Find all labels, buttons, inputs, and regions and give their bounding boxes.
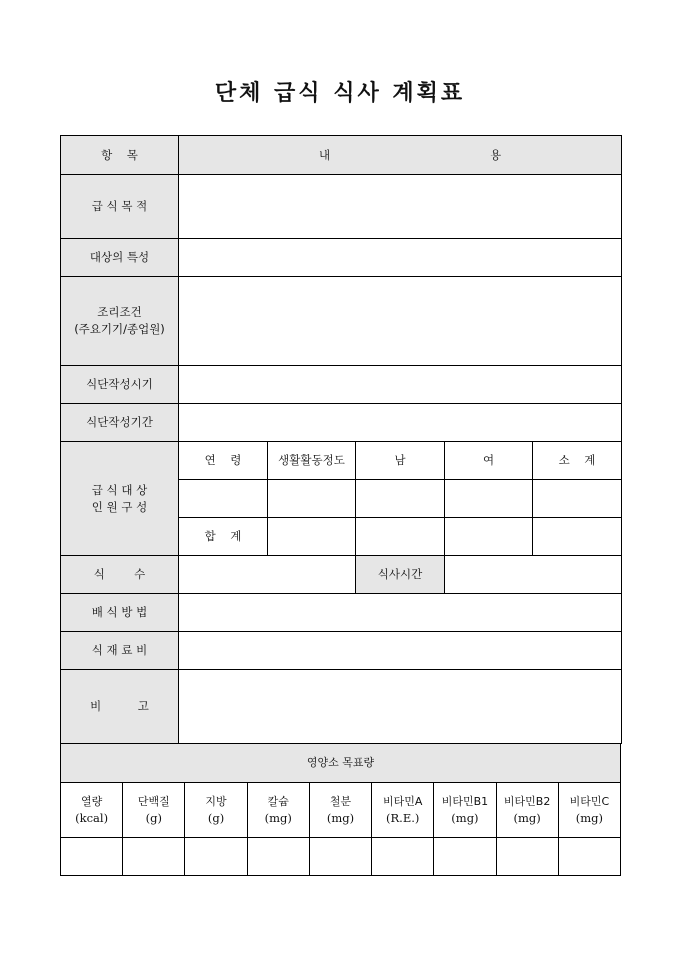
activity-header: 생활활동정도 bbox=[268, 442, 356, 480]
nutrient-value-field[interactable] bbox=[185, 838, 247, 876]
total-male-field[interactable] bbox=[356, 518, 445, 556]
total-subtotal-field[interactable] bbox=[533, 518, 622, 556]
nutrition-table bbox=[60, 743, 621, 876]
nutrient-name: 비타민B1 bbox=[441, 794, 489, 808]
age-field[interactable] bbox=[179, 480, 268, 518]
meal-time-field[interactable] bbox=[445, 556, 622, 594]
nutrient-value-field[interactable] bbox=[61, 838, 123, 876]
nutrient-unit: (mg) bbox=[264, 810, 292, 825]
nutrient-header bbox=[558, 783, 620, 838]
nutrient-header bbox=[309, 783, 371, 838]
total-female-field[interactable] bbox=[445, 518, 533, 556]
nutrient-name: 단백질 bbox=[137, 794, 170, 808]
female-field[interactable] bbox=[445, 480, 533, 518]
male-field[interactable] bbox=[356, 480, 445, 518]
cooking-field[interactable] bbox=[179, 277, 622, 366]
meal-count-field[interactable] bbox=[179, 556, 356, 594]
content-header-left: 내 bbox=[318, 147, 331, 162]
plan-table bbox=[60, 135, 622, 744]
row-label-target-traits: 대상의 특성 bbox=[61, 239, 179, 277]
nutrient-unit: (g) bbox=[207, 810, 225, 825]
female-header: 여 bbox=[445, 442, 533, 480]
nutrient-unit: (g) bbox=[145, 810, 162, 825]
subtotal-field[interactable] bbox=[533, 480, 622, 518]
nutrient-name: 비타민B2 bbox=[503, 794, 551, 808]
nutrient-header bbox=[372, 783, 434, 838]
nutrient-name: 비타민A bbox=[383, 794, 423, 808]
row-label-cooking bbox=[61, 277, 179, 366]
row-label-serving-method: 배 식 방 법 bbox=[61, 594, 179, 632]
content-header bbox=[179, 136, 622, 175]
male-header: 남 bbox=[356, 442, 445, 480]
nutrient-header bbox=[247, 783, 309, 838]
row-label-food-cost: 식 재 료 비 bbox=[61, 632, 179, 670]
nutrient-header bbox=[434, 783, 496, 838]
row-label-menu-period: 식단작성기간 bbox=[61, 404, 179, 442]
nutrient-unit: (mg) bbox=[451, 810, 479, 825]
total-activity-field[interactable] bbox=[268, 518, 356, 556]
row-label-menu-time: 식단작성시기 bbox=[61, 366, 179, 404]
item-header: 항 목 bbox=[61, 136, 179, 175]
row-label-purpose: 급 식 목 적 bbox=[61, 175, 179, 239]
nutrient-name: 열량 bbox=[80, 794, 103, 808]
row-label-remarks: 비 고 bbox=[61, 670, 179, 744]
age-header: 연 령 bbox=[179, 442, 268, 480]
row-label-meal-count: 식 수 bbox=[61, 556, 179, 594]
nutrient-value-field[interactable] bbox=[496, 838, 558, 876]
serving-method-field[interactable] bbox=[179, 594, 622, 632]
nutrient-unit: (mg) bbox=[575, 810, 603, 825]
nutrient-name: 지방 bbox=[205, 794, 227, 808]
nutrient-header bbox=[123, 783, 185, 838]
cooking-label-line1: 조리조건 bbox=[97, 305, 142, 320]
activity-field[interactable] bbox=[268, 480, 356, 518]
nutrient-name: 칼슘 bbox=[267, 794, 289, 808]
nutrient-value-field[interactable] bbox=[309, 838, 371, 876]
nutrient-name: 비타민C bbox=[569, 794, 610, 808]
nutrient-value-field[interactable] bbox=[372, 838, 434, 876]
nutrient-unit: (mg) bbox=[513, 810, 541, 825]
row-label-group bbox=[61, 442, 179, 556]
nutrient-header bbox=[496, 783, 558, 838]
nutrient-value-field[interactable] bbox=[434, 838, 496, 876]
meal-time-label: 식사시간 bbox=[356, 556, 445, 594]
nutrient-unit: (mg) bbox=[326, 810, 355, 825]
nutrient-value-field[interactable] bbox=[123, 838, 185, 876]
nutrition-title: 영양소 목표량 bbox=[61, 744, 621, 783]
nutrient-value-field[interactable] bbox=[558, 838, 620, 876]
remarks-field[interactable] bbox=[179, 670, 622, 744]
purpose-field[interactable] bbox=[179, 175, 622, 239]
target-traits-field[interactable] bbox=[179, 239, 622, 277]
nutrient-name: 철분 bbox=[329, 794, 352, 808]
nutrient-header bbox=[185, 783, 247, 838]
content-header-right: 용 bbox=[489, 147, 502, 162]
group-label-line1: 급 식 대 상 bbox=[91, 482, 148, 497]
cooking-label-line2: (주요기기/종업원) bbox=[74, 322, 165, 336]
nutrient-unit: (R.E.) bbox=[386, 810, 420, 825]
menu-time-field[interactable] bbox=[179, 366, 622, 404]
food-cost-field[interactable] bbox=[179, 632, 622, 670]
nutrient-header bbox=[61, 783, 123, 838]
menu-period-field[interactable] bbox=[179, 404, 622, 442]
meal-plan-form bbox=[60, 135, 621, 876]
subtotal-header: 소 계 bbox=[533, 442, 622, 480]
page-title: 단체 급식 식사 계획표 bbox=[214, 80, 466, 106]
nutrient-value-field[interactable] bbox=[247, 838, 309, 876]
nutrient-unit: (kcal) bbox=[75, 810, 109, 825]
group-label-line2: 인 원 구 성 bbox=[91, 499, 148, 514]
total-label: 합 계 bbox=[179, 518, 268, 556]
